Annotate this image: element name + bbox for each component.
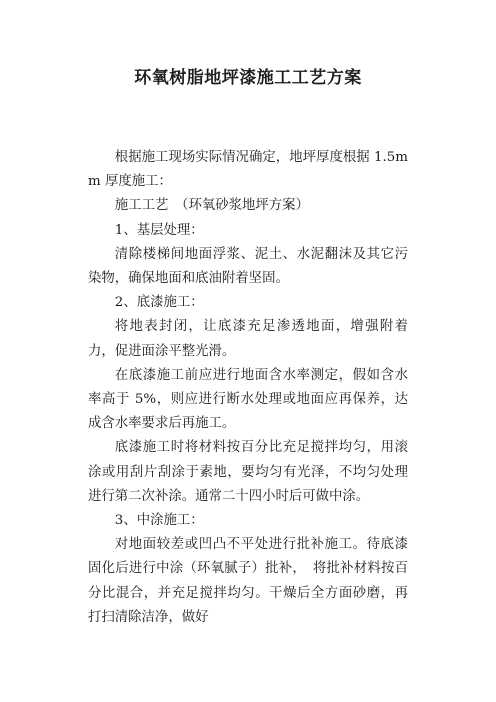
paragraph-process-heading: 施工工艺 （环氧砂浆地坪方案） [114, 198, 309, 214]
paragraph-moisture-test: 在底漆施工前应进行地面含水率测定，假如含水率高于 5%，则应进行断水处理或地面应再保养，达成含水率要求后再施工。 [88, 367, 408, 432]
paragraph-primer-application: 底漆施工时将材料按百分比充足搅拌均匀，用滚涂或用刮片刮涂于素地，要均匀有光泽，不均匀处理进行第二次补涂。通常二十四小时后可做中涂。 [88, 440, 408, 504]
paragraph-middle-coat: 对地面较差或凹凸不平处进行批补施工。待底漆固化后进行中涂（环氧腻子）批补， 将批补材料按百分比混合，并充足搅拌均匀。干燥后全方面砂磨，再打扫清除洁净，做好 [88, 537, 408, 625]
section-heading-base-treatment: 1、基层处理： [114, 222, 204, 238]
document-body [88, 146, 408, 630]
paragraph-primer-purpose: 将地表封闭，让底漆充足渗透地面，增强附着力，促进面涂平整光滑。 [88, 319, 408, 359]
section-heading-middle-coat: 3、中涂施工： [114, 513, 204, 529]
section-heading-primer: 2、底漆施工： [114, 295, 204, 311]
document-title: 环氧树脂地坪漆施工工艺方案 [134, 68, 362, 88]
paragraph-base-treatment: 清除楼梯间地面浮浆、泥土、水泥翻沫及其它污染物，确保地面和底油附着坚固。 [88, 246, 408, 287]
paragraph-intro: 根据施工现场实际情况确定，地坪厚度根据 1.5mm 厚度施工： [88, 150, 408, 190]
